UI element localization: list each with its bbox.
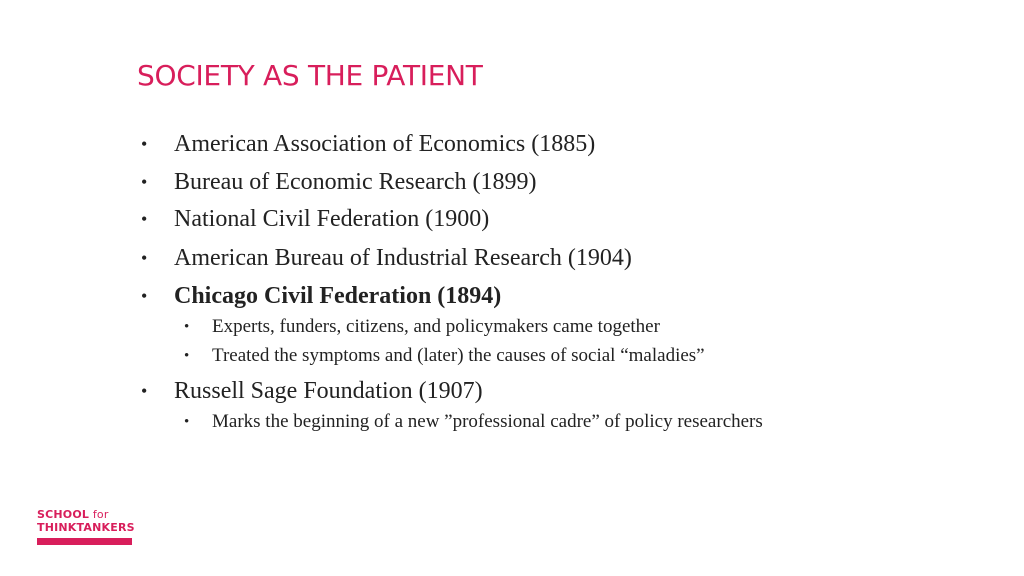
list-item-text: Bureau of Economic Research (1899) — [174, 169, 537, 195]
sub-list-item-text: Marks the beginning of a new ”professional cadre” of policy researchers — [212, 411, 763, 432]
sub-list-item-text: Treated the symptoms and (later) the causes of social “maladies” — [212, 345, 705, 366]
school-for-thinktankers-logo — [37, 508, 137, 548]
bullet-dot: • — [141, 172, 148, 192]
bullet-dot: • — [141, 248, 148, 268]
bullet-dot: • — [141, 286, 148, 306]
bullet-dot: • — [184, 348, 190, 364]
list-item-text: Chicago Civil Federation (1894) — [174, 283, 502, 309]
list-item-text: National Civil Federation (1900) — [174, 206, 490, 232]
bullet-dot: • — [141, 381, 148, 401]
logo-school-text: SCHOOL — [37, 508, 90, 521]
list-item-text: American Bureau of Industrial Research (1904) — [174, 245, 632, 271]
slide-title: SOCIETY AS THE PATIENT — [137, 59, 483, 92]
bullet-dot: • — [184, 319, 190, 335]
logo-line-1 — [37, 508, 109, 521]
list-item-text: Russell Sage Foundation (1907) — [174, 378, 483, 404]
logo-underline-bar — [37, 538, 132, 545]
sub-list-item-text: Experts, funders, citizens, and policymakers came together — [212, 316, 660, 337]
list-item-text: American Association of Economics (1885) — [174, 131, 596, 157]
bullet-dot: • — [141, 134, 148, 154]
logo-for-text: for — [89, 508, 109, 521]
logo-thinktankers-text: THINKTANKERS — [37, 521, 135, 534]
bullet-dot: • — [141, 209, 148, 229]
bullet-dot: • — [184, 414, 190, 430]
